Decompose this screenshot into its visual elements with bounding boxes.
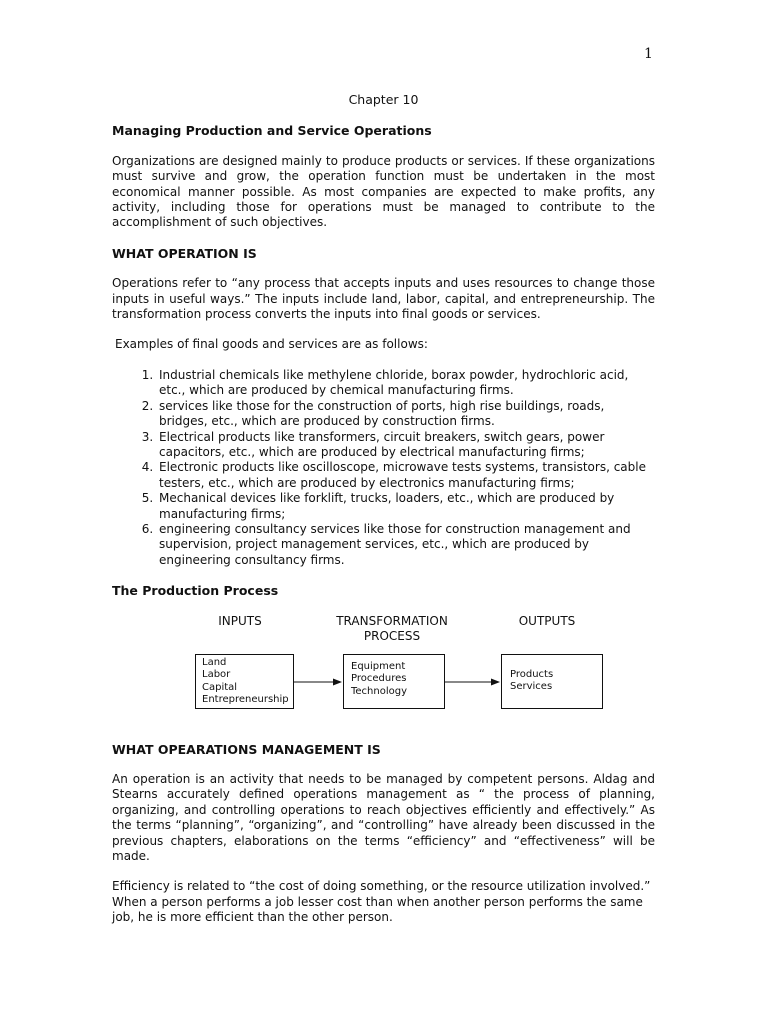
operations-definition-paragraph: Operations refer to “any process that accepts inputs and uses resources to change those inputs in useful ways.” The inputs include land, labor, capital, and entrepreneurship. The transformation process converts the inputs into final goods or services. — [112, 276, 655, 322]
production-process-diagram — [112, 614, 655, 730]
arrow-inputs-to-transformation — [294, 678, 342, 685]
list-item: 6. engineering consultancy services like those for construction management and supervision, project management services, etc., which are produced by engineering consultancy firms. — [157, 522, 655, 568]
outputs-label: OUTPUTS — [518, 613, 576, 628]
transformation-label-line-2: PROCESS — [363, 628, 421, 643]
input-item: Entrepreneurship — [202, 694, 289, 706]
page-content — [112, 92, 655, 941]
section-heading-what-operation-is: WHAT OPERATION IS — [112, 245, 257, 261]
examples-intro: Examples of final goods and services are as follows: — [115, 337, 428, 352]
input-item: Capital — [202, 681, 238, 693]
transformation-item: Equipment — [351, 660, 406, 672]
list-item: 1. Industrial chemicals like methylene chloride, borax powder, hydrochloric acid, etc., which are produced by chemical manufacturing firms. — [157, 368, 655, 399]
chapter-label: Chapter 10 — [348, 92, 419, 107]
transformation-item: Procedures — [351, 673, 407, 685]
list-item: 2. services like those for the construction of ports, high rise buildings, roads, bridges, etc., which are produced by construction firms. — [157, 399, 655, 430]
list-item: 3. Electrical products like transformers, circuit breakers, switch gears, power capacitors, etc., which are produced by electrical manufacturing firms; — [157, 430, 655, 461]
page-number: 1 — [644, 46, 653, 62]
operations-management-paragraph: An operation is an activity that needs to be managed by competent persons. Aldag and Stearns accurately defined operations management as “ the process of planning, organizing, and controlling operations to reach objectives efficiently and effectively.” As the terms “planning”, “organizing”, and “controlling” have already been discussed in the previous chapters, elaborations on the terms “efficiency” and “effectiveness” will be made. — [112, 771, 655, 863]
efficiency-paragraph: Efficiency is related to “the cost of doing something, or the resource utilization involved.” When a person performs a job lesser cost than when another person performs the same job, he is more efficient than the other person. — [112, 879, 651, 925]
list-item: 4. Electronic products like oscilloscope, microwave tests systems, transistors, cable testers, etc., which are produced by electronics manufacturing firms; — [157, 460, 655, 491]
arrow-transformation-to-outputs — [445, 678, 500, 685]
examples-list — [112, 368, 655, 568]
inputs-label: INPUTS — [218, 613, 262, 628]
transformation-label-line-1: TRANSFORMATION — [336, 613, 448, 628]
transformation-item: Technology — [351, 685, 408, 697]
output-item: Products — [510, 668, 554, 680]
chapter-title: Managing Production and Service Operations — [112, 123, 432, 139]
section-heading-production-process: The Production Process — [112, 583, 279, 599]
intro-paragraph: Organizations are designed mainly to produce products or services. If these organizations must survive and grow, the operation function must be undertaken in the most economical manner possible. As most companies are expected to make profits, any activity, including those for operations must be managed to contribute to the accomplishment of such objectives. — [112, 153, 655, 230]
input-item: Labor — [202, 669, 231, 681]
list-item: 5. Mechanical devices like forklift, trucks, loaders, etc., which are produced by manufacturing firms; — [157, 491, 655, 522]
output-item: Services — [510, 681, 553, 693]
diagram-arrows — [112, 614, 655, 730]
input-item: Land — [202, 656, 227, 668]
section-heading-operations-management: WHAT OPEARATIONS MANAGEMENT IS — [112, 741, 381, 757]
